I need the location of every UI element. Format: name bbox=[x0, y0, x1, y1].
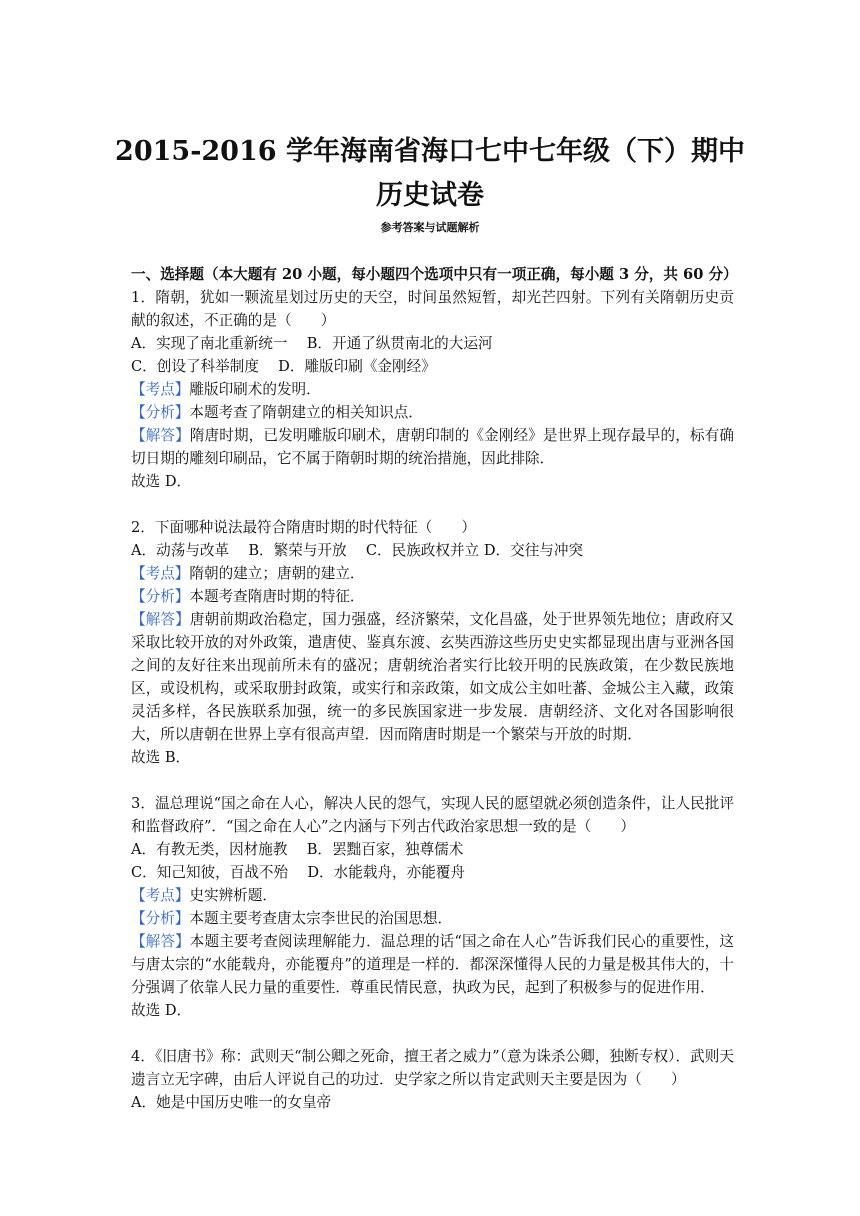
kaodian-row bbox=[131, 562, 734, 585]
kaodian-text: 史实辨析题． bbox=[189, 887, 277, 904]
kaodian-tag: 【考点】 bbox=[131, 887, 190, 904]
document-body bbox=[131, 263, 738, 1114]
jieda-row bbox=[131, 424, 734, 470]
section-heading: 一、选择题（本大题有 20 小题，每小题四个选项中只有一项正确，每小题 3 分，共 60 分） bbox=[131, 266, 738, 283]
question-stem: 3．温总理说“国之命在人心，解决人民的怨气，实现人民的愿望就必须创造条件，让人民批评和监督政府”．“国之命在人心”之内涵与下列古代政治家思想一致的是（ ） bbox=[131, 795, 734, 835]
fenxi-row bbox=[131, 907, 734, 930]
fenxi-row bbox=[131, 585, 734, 608]
question-options: C．创设了科举制度 D．雕版印刷《金刚经》 bbox=[131, 358, 436, 375]
question-options: A．有教无类，因材施教 B．罢黜百家，独尊儒术 bbox=[131, 841, 464, 858]
fenxi-tag: 【分析】 bbox=[131, 910, 190, 927]
jieda-tag: 【解答】 bbox=[131, 933, 190, 950]
fenxi-row bbox=[131, 401, 734, 424]
question-options: A．她是中国历史唯一的女皇帝 bbox=[131, 1094, 332, 1111]
document-subtitle: 参考答案与试题解析 bbox=[380, 221, 480, 234]
question-stem: 1．隋朝，犹如一颗流星划过历史的天空，时间虽然短暂，却光芒四射。下列有关隋朝历史贡献的叙述，不正确的是（ ） bbox=[131, 289, 734, 329]
question-3 bbox=[131, 792, 734, 1022]
kaodian-row bbox=[131, 378, 734, 401]
answer-line: 故选 D． bbox=[131, 1002, 192, 1019]
kaodian-text: 雕版印刷术的发明． bbox=[189, 381, 321, 398]
spacer bbox=[131, 1022, 734, 1045]
document-title: 2015-2016 学年海南省海口七中七年级（下）期中历史试卷 bbox=[115, 136, 745, 211]
kaodian-text: 隋朝的建立；唐朝的建立． bbox=[189, 565, 365, 582]
fenxi-text: 本题考查隋唐时期的特征． bbox=[189, 588, 365, 605]
kaodian-tag: 【考点】 bbox=[131, 565, 190, 582]
jieda-text: 唐朝前期政治稳定，国力强盛，经济繁荣，文化昌盛，处于世界领先地位；唐政府又采取比较开放的对外政策，遣唐使、鉴真东渡、玄奘西游这些历史史实都显现出唐与亚洲各国之间的友好往来出现前所未有的盛况；唐朝统治者实行比较开明的民族政策，在少数民族地区，或设机构，或采取册封政策，或实行和亲政策，如文成公主如吐蕃、金城公主入藏，政策灵活多样，各民族联系加强，统一的多民族国家进一步发展．唐朝经济、文化对各国影响很大，所以唐朝在世界上享有很高声望．因而隋唐时期是一个繁荣与开放的时期． bbox=[131, 611, 734, 743]
kaodian-tag: 【考点】 bbox=[131, 381, 190, 398]
jieda-text: 本题主要考查阅读理解能力．温总理的话“国之命在人心”告诉我们民心的重要性，这与唐太宗的“水能载舟，亦能覆舟”的道理是一样的．都深深懂得人民的力量是极其伟大的，十分强调了依靠人民力量的重要性．尊重民情民意，执政为民，起到了积极参与的促进作用． bbox=[131, 933, 734, 996]
answer-line: 故选 B． bbox=[131, 749, 191, 766]
fenxi-tag: 【分析】 bbox=[131, 404, 190, 421]
jieda-row bbox=[131, 930, 734, 999]
question-options: A．实现了南北重新统一 B．开通了纵贯南北的大运河 bbox=[131, 335, 493, 352]
answer-line: 故选 D． bbox=[131, 473, 192, 490]
fenxi-tag: 【分析】 bbox=[131, 588, 190, 605]
question-1 bbox=[131, 286, 734, 493]
question-options: C．知己知彼，百战不殆 D．水能载舟，亦能覆舟 bbox=[131, 864, 465, 881]
fenxi-text: 本题主要考查唐太宗李世民的治国思想． bbox=[189, 910, 453, 927]
question-options: A．动荡与改革 B．繁荣与开放 C．民族政权并立 D．交往与冲突 bbox=[131, 542, 584, 559]
jieda-row bbox=[131, 608, 734, 746]
question-stem: 2．下面哪种说法最符合隋唐时期的时代特征（ ） bbox=[131, 519, 476, 536]
fenxi-text: 本题考查了隋朝建立的相关知识点． bbox=[189, 404, 423, 421]
spacer bbox=[131, 493, 734, 516]
spacer bbox=[131, 769, 734, 792]
question-stem: 4．《旧唐书》称：武则天“制公卿之死命，擅王者之威力”（意为诛杀公卿，独断专权）．武则天遗言立无字碑，由后人评说自己的功过．史学家之所以肯定武则天主要是因为（ ） bbox=[131, 1048, 734, 1088]
kaodian-row bbox=[131, 884, 734, 907]
question-2 bbox=[131, 516, 734, 769]
question-4 bbox=[131, 1045, 734, 1114]
jieda-text: 隋唐时期，已发明雕版印刷术，唐朝印制的《金刚经》是世界上现存最早的，标有确切日期的雕刻印刷品，它不属于隋朝时期的统治措施，因此排除． bbox=[131, 427, 734, 467]
jieda-tag: 【解答】 bbox=[131, 427, 190, 444]
jieda-tag: 【解答】 bbox=[131, 611, 190, 628]
